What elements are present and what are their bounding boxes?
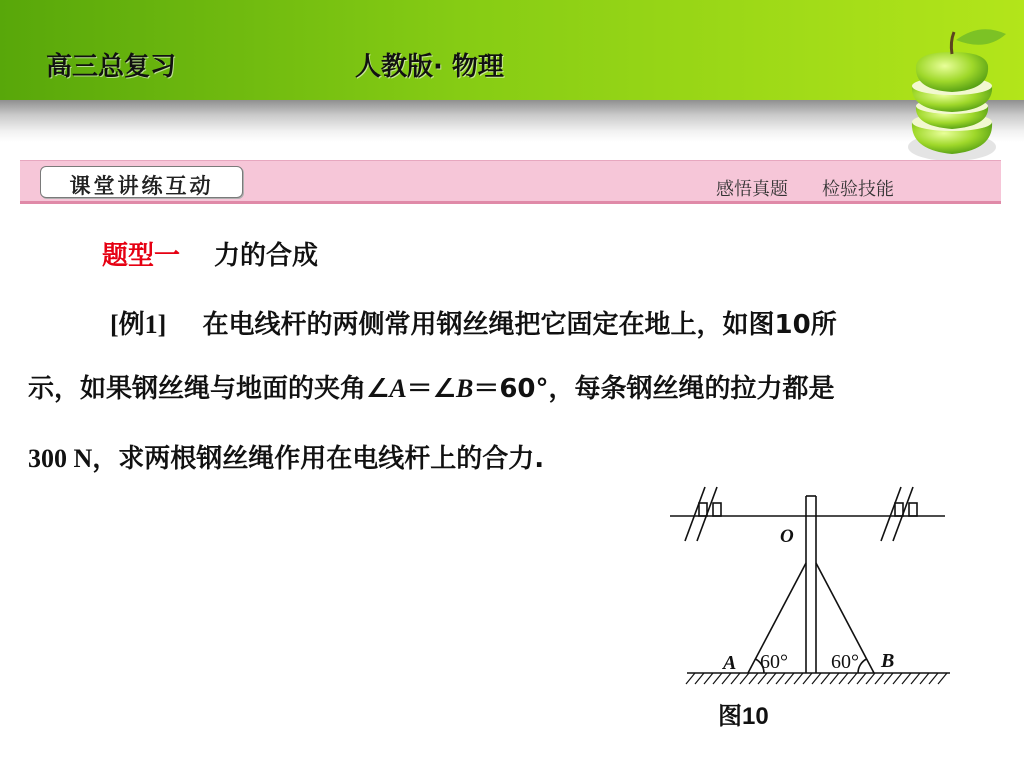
hatch-stroke (848, 673, 857, 684)
hatch-stroke (920, 673, 929, 684)
hatch-stroke (785, 673, 794, 684)
example-tag: [例1] (110, 310, 167, 339)
right-wire-2 (893, 487, 913, 541)
hatch-stroke (803, 673, 812, 684)
hatch-stroke (839, 673, 848, 684)
angle-arc-b (858, 659, 867, 673)
line3-text: ，求两根钢丝绳作用在电线杆上的合力. (92, 444, 545, 474)
hatch-stroke (776, 673, 785, 684)
pole-diagram (665, 485, 965, 745)
problem-line-3 (28, 438, 544, 475)
hatch-stroke (911, 673, 920, 684)
right-insulator-1 (895, 503, 903, 516)
hatch-stroke (938, 673, 947, 684)
hatch-stroke (875, 673, 884, 684)
line2-text-a: 示，如果钢丝绳与地面的夹角∠ (28, 374, 390, 404)
label-o: O (780, 526, 794, 547)
line2-text-b: ＝60°，每条钢丝绳的拉力都是 (473, 374, 835, 404)
hatch-stroke (722, 673, 731, 684)
hatch-stroke (866, 673, 875, 684)
heading-topic: 力的合成 (214, 241, 319, 271)
var-b: B (455, 374, 474, 403)
label-a: A (723, 652, 737, 674)
figure-caption: 图10 (718, 703, 769, 730)
left-wire-2 (697, 487, 717, 541)
hatch-stroke (704, 673, 713, 684)
hatch-stroke (893, 673, 902, 684)
edition-title: 人教版· 物理 (355, 52, 504, 82)
hatch-stroke (686, 673, 695, 684)
hatch-stroke (812, 673, 821, 684)
angle-label-a: 60° (760, 651, 788, 673)
hatch-stroke (821, 673, 830, 684)
label-b: B (881, 650, 895, 672)
right-wire-1 (881, 487, 901, 541)
banner-tab (40, 166, 243, 198)
hatch-stroke (749, 673, 758, 684)
header-shadow (0, 100, 1024, 142)
hatch-stroke (731, 673, 740, 684)
banner-item-understand: 感悟真题 (716, 179, 788, 200)
problem-line-1 (110, 304, 837, 341)
line1-text: 在电线杆的两侧常用钢丝绳把它固定在地上，如图10所 (202, 310, 837, 340)
question-type-heading (102, 235, 318, 272)
problem-line-2 (28, 368, 835, 405)
hatch-stroke (929, 673, 938, 684)
line2-eq: ＝∠ (406, 374, 456, 404)
angle-label-b: 60° (831, 651, 859, 673)
hatch-stroke (740, 673, 749, 684)
hatch-stroke (830, 673, 839, 684)
var-a: A (389, 374, 407, 403)
hatch-stroke (758, 673, 767, 684)
right-insulator-2 (909, 503, 917, 516)
ground-hatching (686, 673, 947, 684)
course-title: 高三总复习 (46, 52, 177, 82)
hatch-stroke (767, 673, 776, 684)
hatch-stroke (695, 673, 704, 684)
hatch-stroke (884, 673, 893, 684)
hatch-stroke (902, 673, 911, 684)
apple-icon (890, 22, 1020, 172)
banner-item-skills: 检验技能 (822, 179, 894, 200)
left-insulator-1 (699, 503, 707, 516)
hatch-stroke (713, 673, 722, 684)
banner-tab-label: 课堂讲练互动 (69, 174, 214, 198)
hatch-stroke (794, 673, 803, 684)
force-value: 300 N (28, 444, 93, 473)
heading-type-label: 题型一 (102, 241, 181, 271)
left-insulator-2 (713, 503, 721, 516)
hatch-stroke (857, 673, 866, 684)
banner-right-labels (716, 175, 894, 201)
left-wire-1 (685, 487, 705, 541)
